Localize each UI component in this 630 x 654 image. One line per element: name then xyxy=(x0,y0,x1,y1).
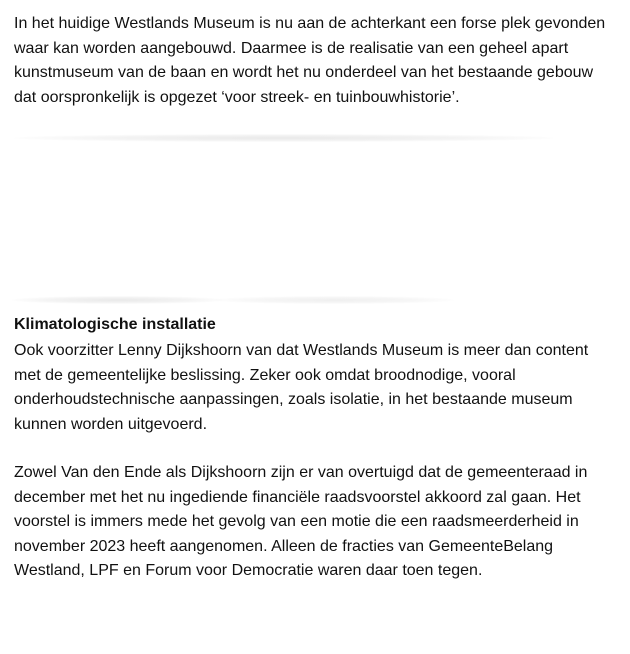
embedded-media-placeholder xyxy=(14,134,554,304)
article-paragraph-1: In het huidige Westlands Museum is nu aan de achterkant een forse plek gevonden waar kan worden aangebouwd. Daarmee is de realisatie van een geheel apart kunstmuseum van de baan en wordt het nu onderdeel van het bestaande gebouw dat oorspronkelijk is opgezet ‘voor streek- en tuinbouwhistorie’. xyxy=(14,15,606,106)
section-heading: Klimatologische installatie xyxy=(14,316,216,333)
media-top-edge xyxy=(14,134,554,142)
article-body xyxy=(14,12,614,584)
article-paragraph-3: Zowel Van den Ende als Dijkshoorn zijn er van overtuigd dat de gemeenteraad in december met het nu ingediende financiële raadsvoorstel akkoord zal gaan. Het voorstel is immers mede het gevolg van een motie die een raadsmeerderheid in november 2023 heeft aangenomen. Alleen de fracties van GemeenteBelang Westland, LPF en Forum voor Democratie waren daar toen tegen. xyxy=(14,464,588,579)
article-paragraph-2: Ook voorzitter Lenny Dijkshoorn van dat Westlands Museum is meer dan content met de gemeentelijke beslissing. Zeker ook omdat broodnodige, vooral onderhoudstechnische aanpassingen, zoals isolatie, in het bestaande museum kunnen worden uitgevoerd. xyxy=(14,342,589,433)
media-bottom-edge-2 xyxy=(214,296,454,304)
media-bottom-edge xyxy=(12,296,224,304)
